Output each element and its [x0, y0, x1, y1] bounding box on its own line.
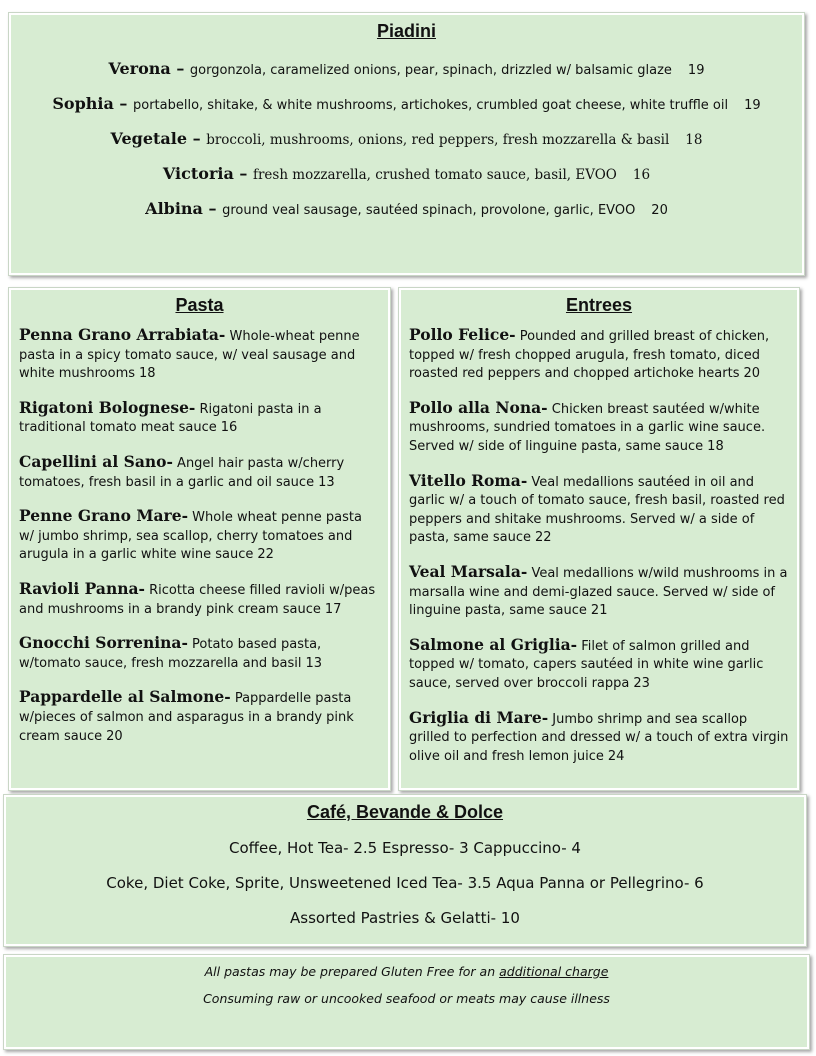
- entree-item: [409, 472, 789, 548]
- entree-item: [409, 563, 789, 621]
- item-price: 18: [139, 366, 156, 382]
- piadini-item-sophia: Sophia – portabello, shitake, & white mushrooms, artichokes, crumbled goat cheese, white truffle oil 19: [52, 94, 761, 113]
- item-desc: portabello, shitake, & white mushrooms, artichokes, crumbled goat cheese, white truffle oil: [133, 98, 729, 113]
- pasta-section: [8, 287, 391, 791]
- cafe-line-cold-drinks: Coke, Diet Coke, Sprite, Unsweetened Iced Tea- 3.5 Aqua Panna or Pellegrino- 6: [106, 874, 704, 892]
- item-name: Penne Grano Mare-: [19, 506, 189, 526]
- item-price: 22: [257, 547, 274, 563]
- pasta-item: [19, 634, 380, 673]
- item-name: Ravioli Panna-: [19, 578, 145, 598]
- item-price: 13: [318, 474, 335, 490]
- item-price: 20: [106, 728, 123, 744]
- item-price: 17: [324, 601, 342, 617]
- pasta-heading: Pasta: [175, 295, 224, 315]
- item-desc: gorgonzola, caramelized onions, pear, spinach, drizzled w/ balsamic glaze: [189, 63, 672, 78]
- item-desc: Pappardelle pasta w/pieces of salmon and asparagus in a brandy pink cream sauce: [19, 691, 354, 744]
- item-name: Vitello Roma-: [409, 470, 528, 490]
- additional-charge-text: additional charge: [499, 964, 609, 979]
- entree-item: [409, 326, 789, 384]
- cafe-section: [3, 794, 807, 947]
- piadini-section: [8, 12, 805, 276]
- item-name: Sophia: [52, 94, 114, 113]
- item-price: 16: [220, 420, 238, 436]
- item-price: 19: [687, 63, 705, 78]
- cafe-line-desserts: Assorted Pastries & Gelatti- 10: [290, 909, 520, 927]
- item-desc: Pounded and grilled breast of chicken, topped w/ fresh chopped arugula, fresh tomato, diced roasted red peppers and chopped artichoke hearts: [409, 329, 770, 382]
- gluten-free-note: [4, 964, 809, 979]
- item-name: Victoria: [162, 164, 234, 183]
- item-desc: Rigatoni pasta in a traditional tomato meat sauce: [19, 401, 322, 436]
- item-desc: Whole wheat penne pasta w/ jumbo shrimp, sea scallop, cherry tomatoes and arugula in a garlic white wine sauce: [19, 510, 362, 563]
- item-desc: Whole-wheat penne pasta in a spicy tomato sauce, w/ veal sausage and white mushrooms: [19, 329, 360, 382]
- item-price: 20: [743, 366, 761, 382]
- item-desc: Chicken breast sautéed w/white mushrooms, sundried tomatoes in a garlic wine sauce. Served w/ side of linguine pasta, same sauce: [409, 401, 766, 454]
- item-price: 20: [651, 203, 668, 218]
- gluten-free-text: All pastas may be prepared Gluten Free for an: [204, 964, 500, 979]
- piadini-item-albina: Albina – ground veal sausage, sautéed spinach, provolone, garlic, EVOO 20: [145, 199, 668, 218]
- item-name: Pollo alla Nona-: [409, 397, 548, 417]
- item-desc: ground veal sausage, sautéed spinach, provolone, garlic, EVOO: [222, 203, 636, 218]
- item-desc: Veal medallions w/wild mushrooms in a marsalla wine and demi-glazed sauce. Served w/ side of linguine pasta, same sauce: [409, 565, 788, 619]
- pasta-item: [19, 688, 380, 746]
- cafe-heading: Café, Bevande & Dolce: [306, 802, 504, 822]
- item-name: Veal Marsala-: [409, 561, 528, 581]
- item-price: 21: [590, 603, 608, 619]
- item-desc: broccoli, mushrooms, onions, red peppers, fresh mozzarella & basil: [206, 132, 670, 148]
- item-price: 13: [305, 655, 323, 671]
- item-price: 18: [685, 132, 703, 148]
- notes-section: [3, 954, 810, 1050]
- item-name: Griglia di Mare-: [409, 707, 549, 727]
- item-desc: Jumbo shrimp and sea scallop grilled to perfection and dressed w/ a touch of extra virgin olive oil and fresh lemon juice: [409, 711, 789, 764]
- pasta-item: [19, 326, 380, 384]
- item-price: 16: [632, 167, 651, 183]
- item-desc: Potato based pasta, w/tomato sauce, fresh mozzarella and basil: [19, 637, 322, 671]
- item-name: Verona: [108, 59, 171, 78]
- entree-item: [409, 636, 789, 694]
- entree-item: [409, 709, 789, 767]
- item-name: Albina: [145, 199, 203, 218]
- item-name: Penna Grano Arrabiata-: [19, 325, 226, 344]
- entrees-section: [398, 287, 800, 791]
- entrees-heading: Entrees: [565, 295, 633, 315]
- piadini-item-victoria: Victoria – fresh mozzarella, crushed tomato sauce, basil, EVOO 16: [162, 164, 651, 183]
- pasta-item: [19, 453, 380, 492]
- item-name: Capellini al Sano-: [19, 451, 173, 471]
- item-price: 24: [607, 748, 625, 764]
- item-desc: Filet of salmon grilled and topped w/ tomato, capers sautéed in white wine garlic sauce, served over broccoli rappa: [409, 638, 764, 691]
- item-desc: Angel hair pasta w/cherry tomatoes, fresh basil in a garlic and oil sauce: [19, 455, 345, 490]
- raw-food-warning: Consuming raw or uncooked seafood or meats may cause illness: [203, 991, 610, 1006]
- item-name: Vegetale: [110, 129, 188, 148]
- item-desc: fresh mozzarella, crushed tomato sauce, basil, EVOO: [252, 167, 617, 183]
- piadini-item-verona: Verona – gorgonzola, caramelized onions, pear, spinach, drizzled w/ balsamic glaze 19: [108, 59, 705, 78]
- item-name: Gnocchi Sorrenina-: [19, 633, 188, 653]
- item-price: 18: [707, 438, 724, 454]
- item-price: 23: [633, 675, 650, 691]
- piadini-heading: Piadini: [376, 21, 436, 41]
- entree-item: [409, 399, 789, 457]
- pasta-item: [19, 580, 380, 619]
- item-name: Pappardelle al Salmone-: [19, 687, 231, 707]
- pasta-item: [19, 399, 380, 438]
- pasta-item: [19, 507, 380, 565]
- item-name: Rigatoni Bolognese-: [19, 397, 196, 417]
- item-price: 22: [534, 530, 552, 546]
- item-desc: Ricotta cheese filled ravioli w/peas and mushrooms in a brandy pink cream sauce: [19, 582, 376, 617]
- item-desc: Veal medallions sautéed in oil and garlic w/ a touch of tomato sauce, fresh basil, roasted red peppers and shitake mushrooms. Served w/ a side of pasta, same sauce: [409, 474, 785, 546]
- item-name: Salmone al Griglia-: [409, 634, 578, 654]
- cafe-line-hot-drinks: Coffee, Hot Tea- 2.5 Espresso- 3 Cappuccino- 4: [229, 839, 581, 857]
- item-name: Pollo Felice-: [409, 325, 516, 344]
- item-price: 19: [744, 98, 761, 113]
- piadini-item-vegetale: Vegetale – broccoli, mushrooms, onions, red peppers, fresh mozzarella & basil 18: [110, 129, 703, 148]
